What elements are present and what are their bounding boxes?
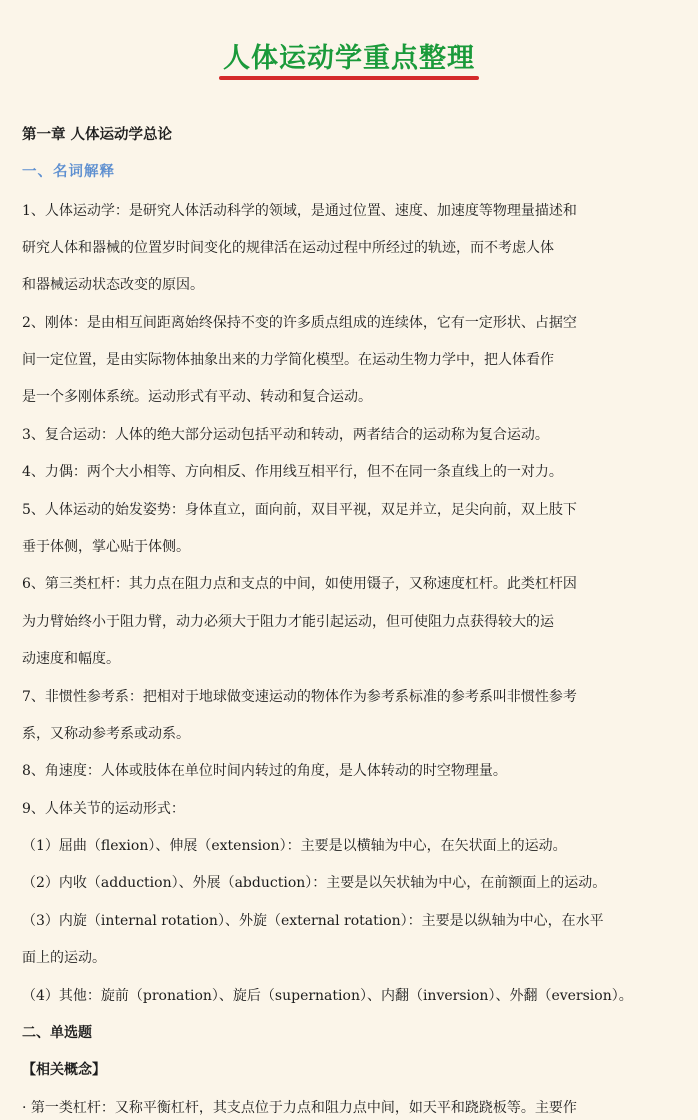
text-line: 间一定位置，是由实际物体抽象出来的力学简化模型。在运动生物力学中，把人体看作 (22, 352, 554, 368)
title-underline (219, 76, 479, 80)
subheading-related-concepts: 【相关概念】 (22, 1062, 106, 1078)
chapter-heading: 第一章 人体运动学总论 (22, 126, 173, 143)
text-line: 8、角速度：人体或肢体在单位时间内转过的角度，是人体转动的时空物理量。 (22, 763, 507, 779)
section-heading-single-choice: 二、单选题 (22, 1025, 92, 1041)
text-line: 系，又称动参考系或动系。 (22, 726, 190, 742)
text-line: 1、人体运动学：是研究人体活动科学的领域，是通过位置、速度、加速度等物理量描述和 (22, 203, 577, 219)
text-line: 和器械运动状态改变的原因。 (22, 277, 204, 293)
text-line: 5、人体运动的始发姿势：身体直立，面向前，双目平视，双足并立，足尖向前，双上肢下 (22, 502, 577, 518)
text-line: （3）内旋（internal rotation）、外旋（external rotation）：主要是以纵轴为中心，在水平 (22, 913, 604, 929)
text-line: 研究人体和器械的位置岁时间变化的规律活在运动过程中所经过的轨迹，而不考虑人体 (22, 240, 554, 256)
text-line: 4、力偶：两个大小相等、方向相反、作用线互相平行，但不在同一条直线上的一对力。 (22, 464, 563, 480)
text-line: 2、刚体：是由相互间距离始终保持不变的许多质点组成的连续体，它有一定形状、占据空 (22, 315, 577, 331)
text-line: 3、复合运动：人体的绝大部分运动包括平动和转动，两者结合的运动称为复合运动。 (22, 427, 549, 443)
text-line: 9、人体关节的运动形式： (22, 801, 185, 817)
section-heading-terms: 一、名词解释 (22, 163, 115, 180)
text-line: 7、非惯性参考系：把相对于地球做变速运动的物体作为参考系标准的参考系叫非惯性参考 (22, 689, 577, 705)
text-line: 为力臂始终小于阻力臂，动力必须大于阻力才能引起运动，但可使阻力点获得较大的运 (22, 614, 554, 630)
text-line: （2）内收（adduction）、外展（abduction）：主要是以矢状轴为中心，在前额面上的运动。 (22, 875, 607, 891)
text-line: 面上的运动。 (22, 950, 106, 966)
text-line: 垂于体侧，掌心贴于体侧。 (22, 539, 190, 555)
title-block (0, 36, 698, 79)
text-line: 动速度和幅度。 (22, 651, 120, 667)
text-line: 6、第三类杠杆：其力点在阻力点和支点的中间，如使用镊子，又称速度杠杆。此类杠杆因 (22, 576, 577, 592)
text-line: · 第一类杠杆：又称平衡杠杆，其支点位于力点和阻力点中间，如天平和跷跷板等。主要作 (22, 1100, 577, 1116)
page-title-text: 人体运动学重点整理 (223, 43, 475, 74)
text-line: 是一个多刚体系统。运动形式有平动、转动和复合运动。 (22, 389, 372, 405)
page-title (223, 36, 475, 79)
text-line: （1）屈曲（flexion）、伸展（extension）：主要是以横轴为中心，在矢状面上的运动。 (22, 838, 567, 854)
text-line: （4）其他：旋前（pronation）、旋后（supernation）、内翻（inversion）、外翻（eversion）。 (22, 988, 633, 1004)
